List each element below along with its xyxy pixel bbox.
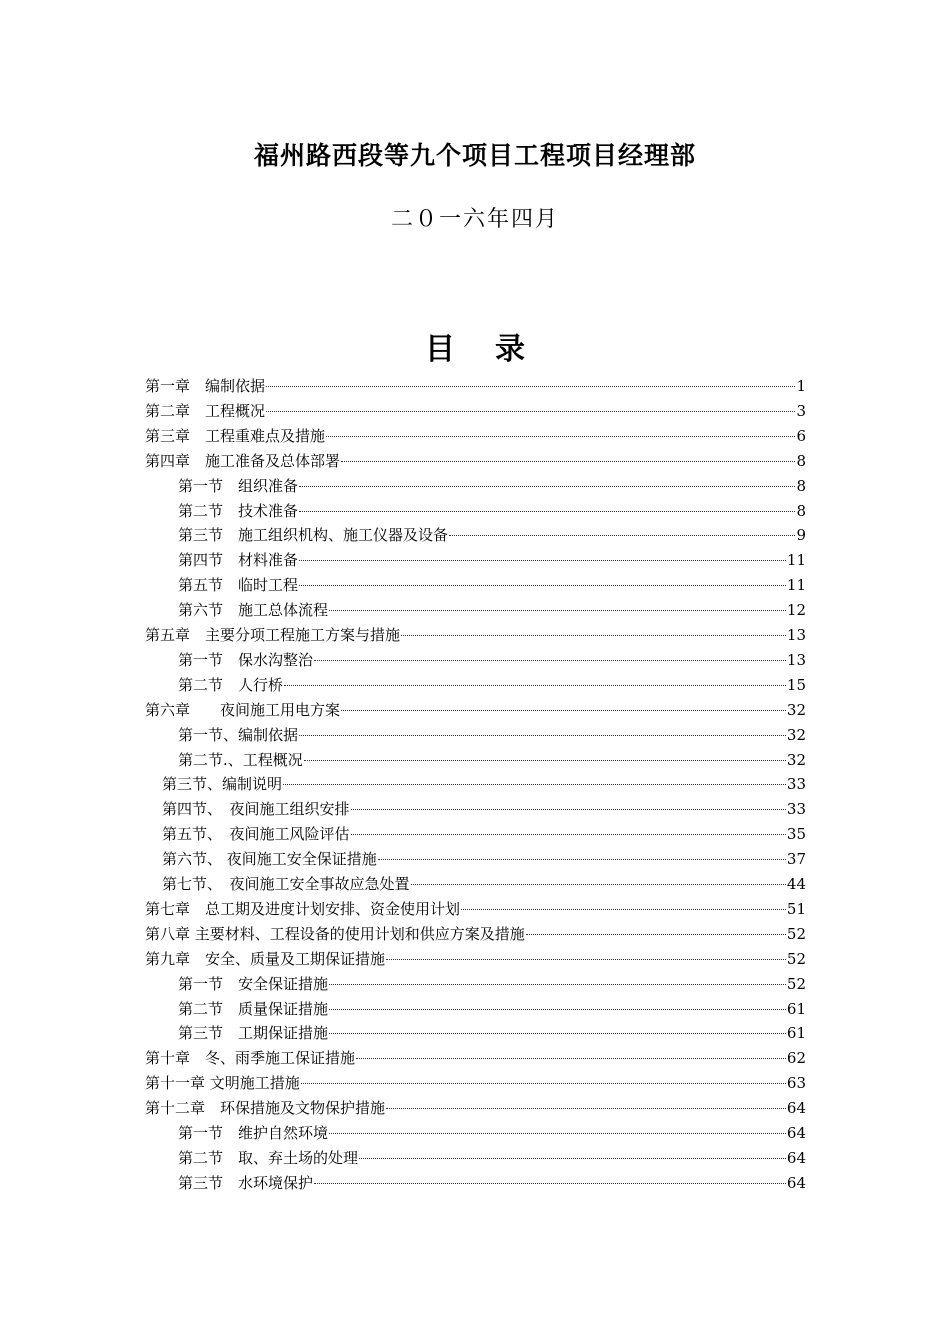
- toc-entry[interactable]: [178, 1021, 806, 1045]
- toc-entry-label: 第十章 冬、雨季施工保证措施: [145, 1049, 356, 1068]
- toc-entry-page-number: 37: [786, 850, 806, 869]
- dot-leader: [266, 386, 795, 387]
- toc-entry-page-number: 8: [796, 451, 806, 470]
- toc-entry-page-number: 6: [796, 426, 806, 445]
- toc-entry-page-number: 11: [786, 576, 806, 595]
- toc-entry-label: 第六节 施工总体流程: [178, 601, 329, 620]
- toc-entry[interactable]: [145, 424, 806, 448]
- toc-entry[interactable]: [162, 872, 806, 896]
- toc-entry[interactable]: [162, 797, 806, 821]
- project-department-title: 福州路西段等九个项目工程项目经理部: [253, 141, 696, 170]
- toc-entry-page-number: 62: [786, 1049, 806, 1068]
- toc-entry[interactable]: [145, 1046, 806, 1070]
- toc-entry-page-number: 11: [786, 551, 806, 570]
- dot-leader: [351, 834, 786, 835]
- toc-entry[interactable]: [145, 947, 806, 971]
- document-date: 二０一六年四月: [390, 207, 559, 232]
- toc-entry[interactable]: [145, 374, 806, 398]
- toc-heading-left: 目: [425, 332, 455, 367]
- toc-entry-label: 第十一章 文明施工措施: [145, 1074, 300, 1093]
- toc-entry-page-number: 15: [786, 675, 806, 694]
- toc-entry-page-number: 64: [786, 1099, 806, 1118]
- dot-leader: [299, 486, 795, 487]
- toc-entry-label: 第一节 安全保证措施: [178, 974, 329, 993]
- toc-entry-label: 第六章 夜间施工用电方案: [145, 700, 341, 719]
- toc-entry-label: 第六节、 夜间施工安全保证措施: [162, 850, 377, 869]
- toc-entry-label: 第二节 技术准备: [178, 501, 299, 520]
- toc-entry[interactable]: [178, 748, 806, 772]
- toc-entry[interactable]: [178, 499, 806, 523]
- toc-entry-page-number: 52: [786, 949, 806, 968]
- toc-entry-label: 第二节 取、弃土场的处理: [178, 1148, 359, 1167]
- toc-entry[interactable]: [145, 399, 806, 423]
- toc-entry[interactable]: [178, 1171, 806, 1195]
- dot-leader: [329, 1009, 786, 1010]
- toc-entry-page-number: 61: [786, 999, 806, 1018]
- toc-entry-page-number: 52: [786, 974, 806, 993]
- toc-entry-label: 第一节 保水沟整治: [178, 650, 314, 669]
- toc-entry-label: 第二节 人行桥: [178, 675, 284, 694]
- toc-entry-page-number: 1: [796, 377, 806, 395]
- dot-leader: [351, 809, 786, 810]
- toc-entry[interactable]: [145, 897, 806, 921]
- dot-leader: [299, 560, 786, 561]
- dot-leader: [356, 1058, 786, 1059]
- toc-entry[interactable]: [145, 922, 806, 946]
- toc-entry-page-number: 52: [786, 924, 806, 943]
- dot-leader: [386, 1108, 786, 1109]
- toc-entry-label: 第三章 工程重难点及措施: [145, 426, 326, 445]
- toc-entry[interactable]: [145, 449, 806, 473]
- toc-entry[interactable]: [178, 523, 806, 547]
- toc-entry-label: 第四节、 夜间施工组织安排: [162, 800, 350, 819]
- toc-entry[interactable]: [145, 623, 806, 647]
- toc-entry[interactable]: [178, 997, 806, 1021]
- toc-entry-page-number: 33: [786, 775, 806, 794]
- toc-entry-label: 第十二章 环保措施及文物保护措施: [145, 1099, 386, 1118]
- dot-leader: [329, 1033, 786, 1034]
- dot-leader: [329, 984, 786, 985]
- toc-entry-page-number: 33: [786, 800, 806, 819]
- toc-entry-label: 第八章 主要材料、工程设备的使用计划和供应方案及措施: [145, 924, 525, 943]
- dot-leader: [266, 411, 795, 412]
- dot-leader: [299, 511, 795, 512]
- toc-entry[interactable]: [162, 847, 806, 871]
- toc-entry[interactable]: [178, 972, 806, 996]
- dot-leader: [449, 535, 795, 536]
- dot-leader: [299, 735, 786, 736]
- dot-leader: [401, 635, 786, 636]
- dot-leader: [314, 660, 786, 661]
- toc-entry-label: 第七章 总工期及进度计划安排、资金使用计划: [145, 899, 461, 918]
- toc-entry[interactable]: [178, 573, 806, 597]
- dot-leader: [359, 1158, 786, 1159]
- toc-entry-label: 第三节、编制说明: [162, 775, 283, 794]
- toc-entry-label: 第五章 主要分项工程施工方案与措施: [145, 626, 401, 644]
- toc-entry-label: 第一节 组织准备: [178, 476, 299, 495]
- toc-entry-page-number: 35: [786, 825, 806, 844]
- toc-entry-label: 第一节、编制依据: [178, 725, 299, 744]
- toc-entry-page-number: 32: [786, 700, 806, 719]
- toc-entry-label: 第九章 安全、质量及工期保证措施: [145, 949, 386, 968]
- dot-leader: [304, 760, 786, 761]
- toc-entry-page-number: 64: [786, 1173, 806, 1192]
- toc-entry-label: 第二章 工程概况: [145, 401, 266, 420]
- toc-entry[interactable]: [162, 822, 806, 846]
- toc-entry-label: 第四章 施工准备及总体部署: [145, 451, 341, 470]
- toc-entry-page-number: 8: [796, 501, 806, 520]
- toc-entry-page-number: 51: [786, 899, 806, 918]
- toc-entry[interactable]: [145, 1096, 806, 1120]
- toc-entry[interactable]: [178, 673, 806, 697]
- toc-entry[interactable]: [178, 648, 806, 672]
- dot-leader: [341, 461, 795, 462]
- toc-entry-page-number: 3: [796, 401, 806, 420]
- toc-entry[interactable]: [178, 723, 806, 747]
- toc-entry-label: 第三节 施工组织机构、施工仪器及设备: [178, 526, 449, 545]
- dot-leader: [284, 685, 786, 686]
- toc-entry[interactable]: [145, 1071, 806, 1095]
- toc-entry-label: 第三节 工期保证措施: [178, 1024, 329, 1043]
- toc-entry-page-number: 12: [786, 601, 806, 620]
- toc-entry-page-number: 9: [796, 526, 806, 545]
- toc-entry[interactable]: [178, 1121, 806, 1145]
- dot-leader: [329, 610, 786, 611]
- toc-entry-label: 第一章 编制依据: [145, 377, 266, 395]
- toc-entry-label: 第一节 维护自然环境: [178, 1124, 329, 1142]
- toc-entry-page-number: 8: [796, 476, 806, 495]
- toc-entry-page-number: 32: [786, 725, 806, 744]
- dot-leader: [329, 1133, 786, 1134]
- toc-entry-label: 第七节、 夜间施工安全事故应急处置: [162, 875, 410, 893]
- toc-entry-page-number: 61: [786, 1024, 806, 1043]
- toc-entry-label: 第五节 临时工程: [178, 576, 299, 595]
- toc-entry-label: 第二节.、工程概况: [178, 750, 303, 769]
- toc-entry[interactable]: [178, 598, 806, 622]
- toc-entry-page-number: 32: [786, 750, 806, 769]
- dot-leader: [301, 1083, 786, 1084]
- toc-entry[interactable]: [178, 1146, 806, 1170]
- toc-entry[interactable]: [162, 772, 806, 796]
- toc-entry[interactable]: [178, 474, 806, 498]
- dot-leader: [326, 436, 795, 437]
- toc-heading-right: 录: [495, 332, 525, 367]
- toc-entry-page-number: 64: [786, 1124, 806, 1142]
- toc-entry-page-number: 63: [786, 1074, 806, 1093]
- dot-leader: [461, 909, 786, 910]
- toc-entry-page-number: 44: [786, 875, 806, 893]
- toc-entry-label: 第四节 材料准备: [178, 551, 299, 570]
- toc-entry[interactable]: [178, 548, 806, 572]
- toc-entry-page-number: 13: [786, 650, 806, 669]
- dot-leader: [341, 710, 786, 711]
- toc-entry-label: 第二节 质量保证措施: [178, 999, 329, 1018]
- dot-leader: [526, 934, 786, 935]
- dot-leader: [283, 784, 786, 785]
- toc-entry-label: 第三节 水环境保护: [178, 1173, 314, 1192]
- dot-leader: [386, 959, 786, 960]
- toc-entry-label: 第五节、 夜间施工风险评估: [162, 825, 350, 844]
- toc-entry[interactable]: [145, 698, 806, 722]
- dot-leader: [411, 884, 786, 885]
- toc-entry-page-number: 64: [786, 1148, 806, 1167]
- toc-entry-page-number: 13: [786, 626, 806, 644]
- dot-leader: [299, 585, 786, 586]
- dot-leader: [314, 1183, 786, 1184]
- toc-heading: [0, 324, 950, 368]
- dot-leader: [378, 859, 786, 860]
